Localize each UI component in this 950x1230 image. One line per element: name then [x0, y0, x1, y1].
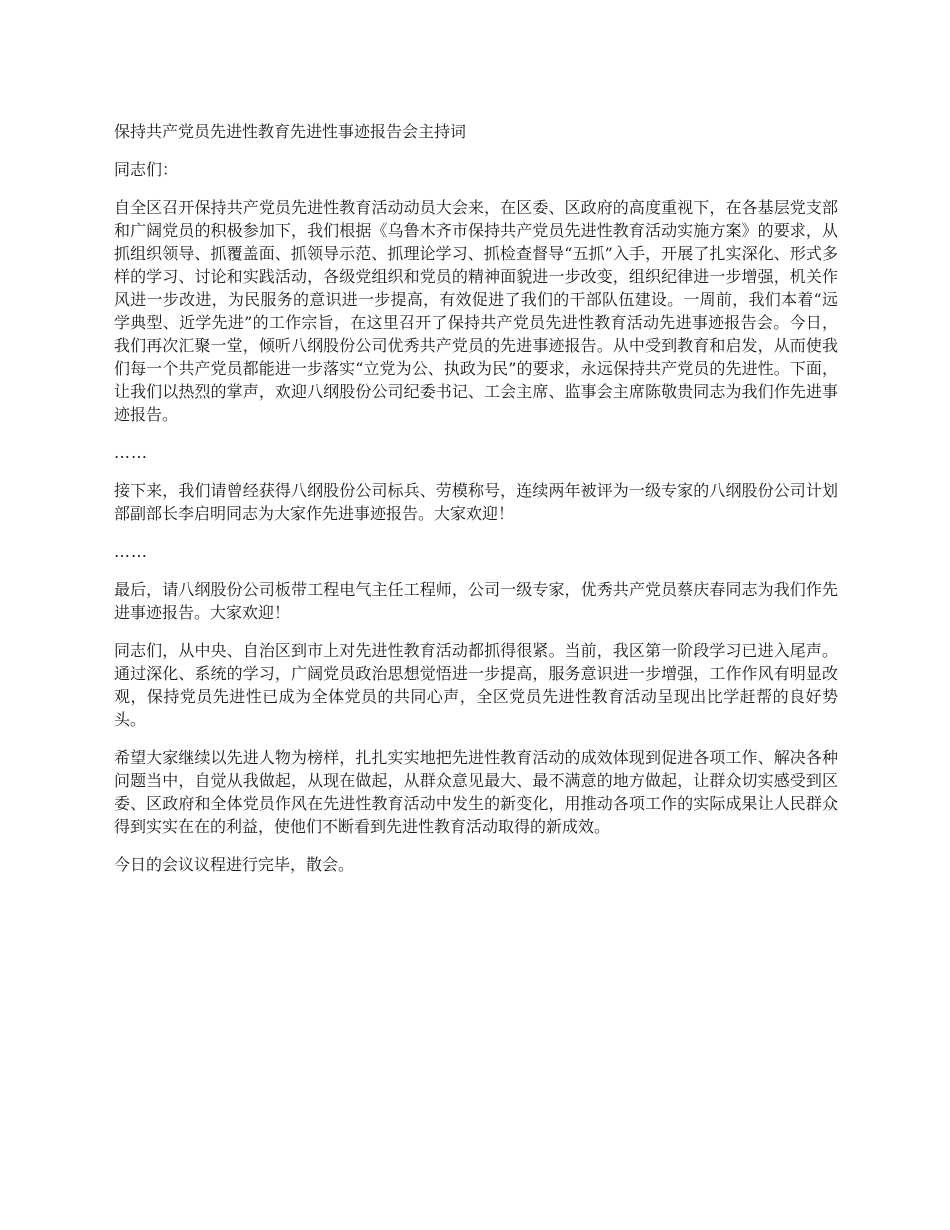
paragraph-second-speaker: 接下来，我们请曾经获得八纲股份公司标兵、劳模称号，连续两年被评为一级专家的八纲股份公司计划部副部长李启明同志为大家作先进事迹报告。大家欢迎！ [114, 481, 838, 523]
paragraph-opening: 自全区召开保持共产党员先进性教育活动动员大会来，在区委、区政府的高度重视下，在各基层党支部和广阔党员的积极参加下，我们根据《乌鲁木齐市保持共产党员先进性教育活动实施方案》的要求，从抓组织领导、抓覆盖面、抓领导示范、抓理论学习、抓检查督导“五抓”入手，开展了扎实深化、形式多样的学习、讨论和实践活动，各级党组织和党员的精神面貌进一步改变，组织纪律进一步增强，机关作风进一步改进，为民服务的意识进一步提高，有效促进了我们的干部队伍建设。一周前，我们本着“远学典型、近学先进”的工作宗旨，在这里召开了保持共产党员先进性教育活动先进事迹报告会。今日，我们再次汇聚一堂，倾听八纲股份公司优秀共产党员的先进事迹报告。从中受到教育和启发，从而使我们每一个共产党员都能进一步落实“立党为公、执政为民”的要求，永远保持共产党员的先进性。下面，让我们以热烈的掌声，欢迎八纲股份公司纪委书记、工会主席、监事会主席陈敬贵同志为我们作先进事迹报告。 [114, 198, 838, 424]
paragraph-closing: 今日的会议议程进行完毕，散会。 [114, 855, 355, 874]
salutation: 同志们： [114, 160, 179, 179]
paragraph-summary: 同志们，从中央、自治区到市上对先进性教育活动都抓得很紧。当前，我区第一阶段学习已进入尾声。通过深化、系统的学习，广阔党员政治思想觉悟进一步提高，服务意识进一步增强，工作作风有明显改观，保持党员先进性已成为全体党员的共同心声，全区党员先进性教育活动呈现出比学赶帮的良好势头。 [114, 641, 838, 729]
ellipsis-1: …… [114, 443, 148, 462]
document-body [114, 120, 838, 891]
paragraph-third-speaker: 最后，请八纲股份公司板带工程电气主任工程师，公司一级专家，优秀共产党员蔡庆春同志为我们作先进事迹报告。大家欢迎！ [114, 580, 838, 622]
ellipsis-2: …… [114, 542, 148, 561]
document-title: 保持共产党员先进性教育先进性事迹报告会主持词 [114, 122, 467, 141]
paragraph-hope: 希望大家继续以先进人物为榜样，扎扎实实地把先进性教育活动的成效体现到促进各项工作、解决各种问题当中，自觉从我做起，从现在做起，从群众意见最大、最不满意的地方做起，让群众切实感受到区委、区政府和全体党员作风在先进性教育活动中发生的新变化，用推动各项工作的实际成果让人民群众得到实实在在的利益，使他们不断看到先进性教育活动取得的新成效。 [114, 748, 838, 836]
